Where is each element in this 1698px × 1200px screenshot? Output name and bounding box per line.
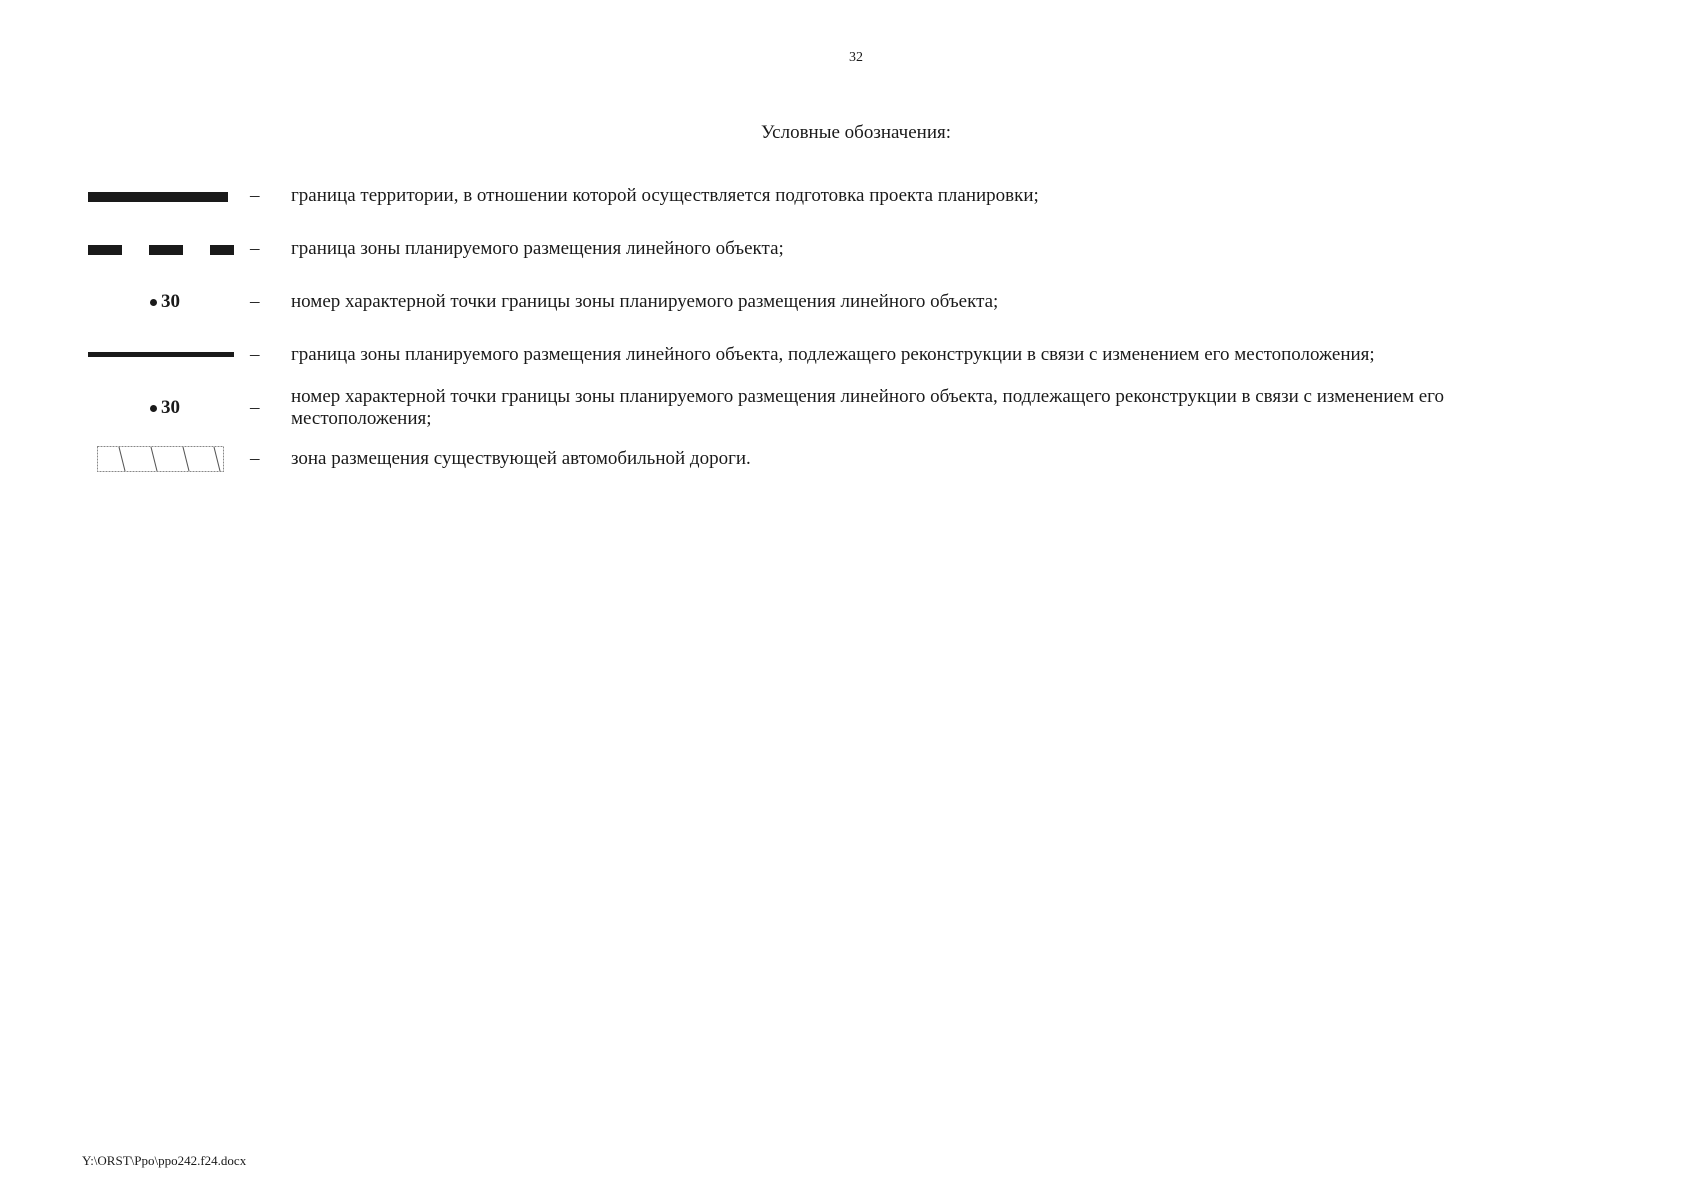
hatched-box-symbol — [97, 446, 247, 473]
medium-solid-line-icon — [88, 352, 234, 358]
legend-item-text: граница зоны планируемого размещения линейного объекта, подлежащего реконструкции в связи с изменением его местоположения; — [291, 344, 1375, 365]
hatched-road-zone-icon — [97, 446, 225, 473]
thick-dashed-line-icon — [88, 245, 234, 255]
medium-solid-line-symbol — [88, 352, 238, 358]
legend-separator: – — [250, 185, 260, 206]
page-number: 32 — [849, 50, 863, 65]
point-number-label: 30 — [161, 397, 180, 418]
legend-separator: – — [250, 291, 260, 312]
point-number-symbol — [88, 397, 238, 419]
legend-item-text: граница зоны планируемого размещения линейного объекта; — [291, 238, 784, 259]
footer-file-path: Y:\ORST\Ppo\ppo242.f24.docx — [82, 1153, 247, 1168]
legend-item-text: номер характерной точки границы зоны планируемого размещения линейного объекта; — [291, 291, 999, 312]
legend-separator: – — [250, 448, 260, 469]
legend-separator: – — [250, 397, 260, 418]
point-number-symbol — [88, 291, 238, 313]
legend-separator: – — [250, 344, 260, 365]
point-number-label: 30 — [161, 291, 180, 312]
thick-solid-line-icon — [88, 192, 228, 202]
thick-solid-line-symbol — [88, 192, 238, 202]
legend-item-text: номер характерной точки границы зоны планируемого размещения линейного объекта, подлежащего реконструкции в связи с изменением его местоположения; — [291, 386, 1444, 429]
point-dot-icon — [150, 405, 157, 412]
legend-item-text: граница территории, в отношении которой осуществляется подготовка проекта планировки; — [291, 185, 1039, 206]
legend-title: Условные обозначения: — [760, 122, 952, 143]
point-dot-icon — [150, 299, 157, 306]
legend-item-text: зона размещения существующей автомобильной дороги. — [291, 448, 751, 469]
legend-separator: – — [250, 238, 260, 259]
thick-dashed-line-symbol — [88, 245, 238, 255]
